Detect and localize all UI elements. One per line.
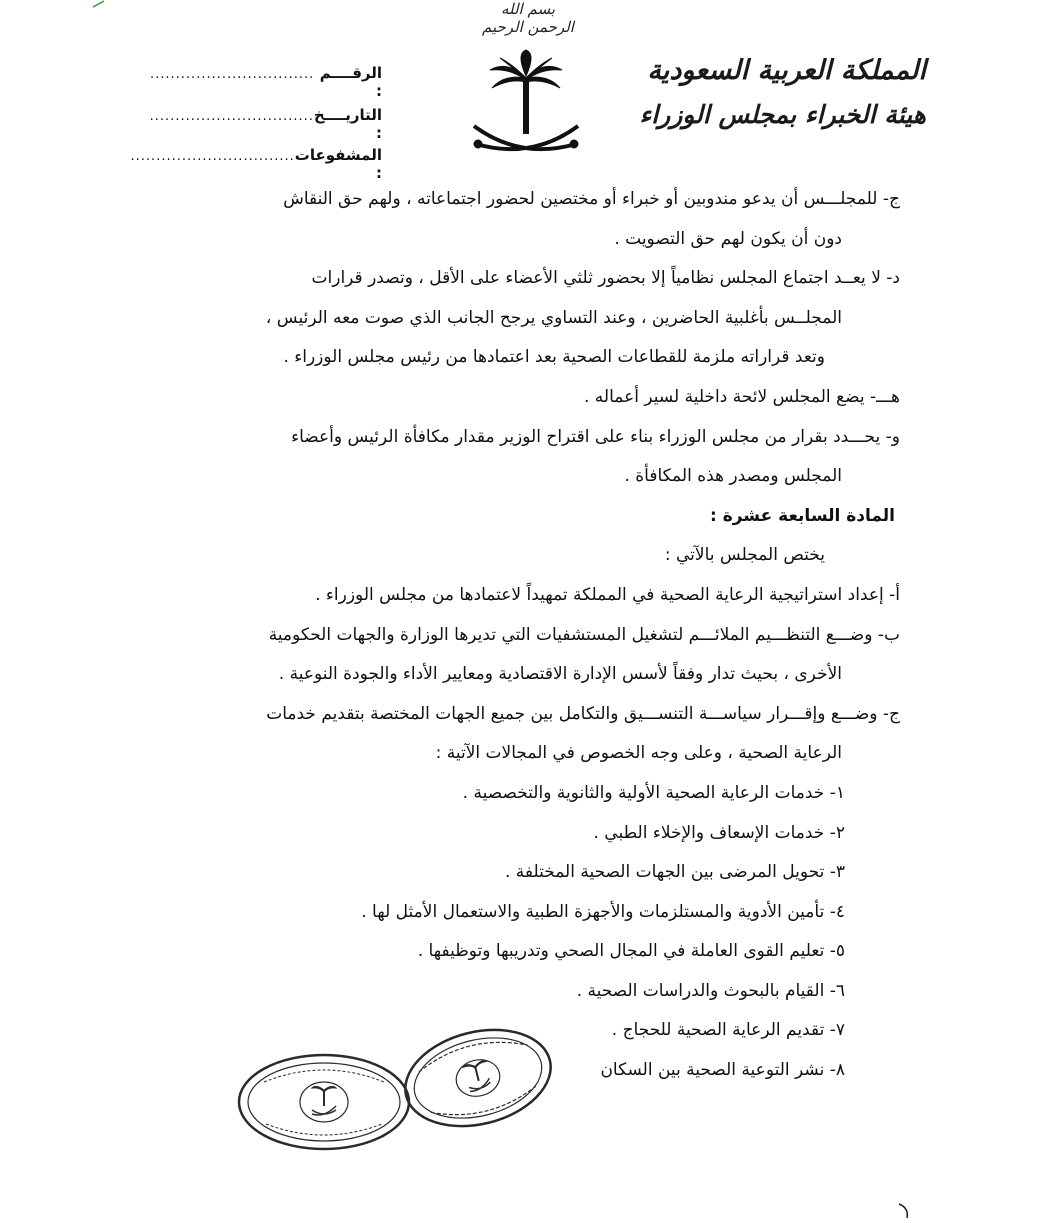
list-item: ٤- تأمين الأدوية والمستلزمات والأجهزة الطبية والاستعمال الأمثل لها .	[361, 901, 845, 922]
list-item: ٢- خدمات الإسعاف والإخلاء الطبي .	[593, 822, 845, 843]
list-item: ٧- تقديم الرعاية الصحية للحجاج .	[611, 1020, 845, 1041]
list-item: ٥- تعليم القوى العاملة في المجال الصحي وتدريبها وتوظيفها .	[417, 941, 845, 962]
date-dots: ................................	[149, 109, 314, 124]
list-item: ٨- نشر التوعية الصحية بين السكان	[600, 1060, 845, 1081]
body-line: د- لا يعــد اجتماع المجلس نظامياً إلا بحضور ثلثي الأعضاء على الأقل ، وتصدر قرارات	[311, 268, 900, 289]
pen-mark-icon	[895, 1200, 915, 1220]
kingdom-title: المملكة العربية السعودية	[647, 55, 926, 86]
date-field	[150, 106, 382, 142]
body-line: ج- وضـــع وإقـــرار سياســـة التنســـيق والتكامل بين جميع الجهات المختصة بتقديم خدمات	[266, 703, 900, 724]
reference-number-label: الرقــــم :	[319, 64, 382, 100]
body-line: ب- وضـــع التنظـــيم الملائـــم لتشغيل المستشفيات التي تديرها الوزارة والجهات الحكومية	[268, 624, 900, 645]
list-item: ٣- تحويل المرضى بين الجهات الصحية المختلفة .	[504, 862, 845, 883]
corner-mark-icon	[92, 0, 106, 8]
body-line: يختص المجلس بالآتي :	[664, 545, 825, 566]
body-line: المجلس ومصدر هذه المكافأة .	[624, 466, 842, 487]
date-label: التاريــــخ :	[313, 106, 382, 142]
basmala: بسم الله الرحمن الرحيم	[482, 0, 574, 36]
body-line: و- يحـــدد بقرار من مجلس الوزراء بناء على اقتراح الوزير مقدار مكافأة الرئيس وأعضاء	[291, 426, 900, 447]
list-item: ٦- القيام بالبحوث والدراسات الصحية .	[576, 980, 845, 1001]
council-title: هيئة الخبراء بمجلس الوزراء	[639, 100, 926, 129]
body-line: دون أن يكون لهم حق التصويت .	[614, 228, 842, 249]
body-line: وتعد قراراته ملزمة للقطاعات الصحية بعد اعتمادها من رئيس مجلس الوزراء .	[283, 347, 825, 368]
body-line: ج- للمجلـــس أن يدعو مندوبين أو خبراء أو مختصين لحضور اجتماعاته ، ولهم حق النقاش	[283, 189, 900, 209]
palm-swords-emblem-icon	[470, 48, 582, 172]
reference-number-field	[150, 64, 382, 100]
body-line: أ- إعداد استراتيجية الرعاية الصحية في المملكة تمهيداً لاعتمادها من مجلس الوزراء .	[315, 584, 900, 605]
attachments-dots: ................................	[130, 149, 295, 164]
experts-commission-seal-icon	[236, 1052, 412, 1152]
article-heading: المادة السابعة عشرة :	[709, 505, 895, 526]
body-line: الرعاية الصحية ، وعلى وجه الخصوص في المجالات الآتية :	[435, 743, 842, 764]
body-line: الأخرى ، بحيث تدار وفقاً لأسس الإدارة الاقتصادية ومعايير الأداء والجودة النوعية .	[278, 664, 842, 685]
list-item: ١- خدمات الرعاية الصحية الأولية والثانوية والتخصصية .	[462, 782, 845, 803]
body-line: المجلــس بأغلبية الحاضرين ، وعند التساوي يرجح الجانب الذي صوت معه الرئيس ،	[265, 307, 842, 328]
document-body	[175, 180, 900, 1091]
attachments-label: المشفوعات :	[294, 146, 382, 182]
reference-number-dots: ................................	[150, 67, 315, 82]
attachments-field	[130, 146, 382, 182]
body-line: هـــ- يضع المجلس لائحة داخلية لسير أعماله .	[583, 386, 900, 407]
general-secretariat-seal-icon	[398, 1022, 558, 1134]
